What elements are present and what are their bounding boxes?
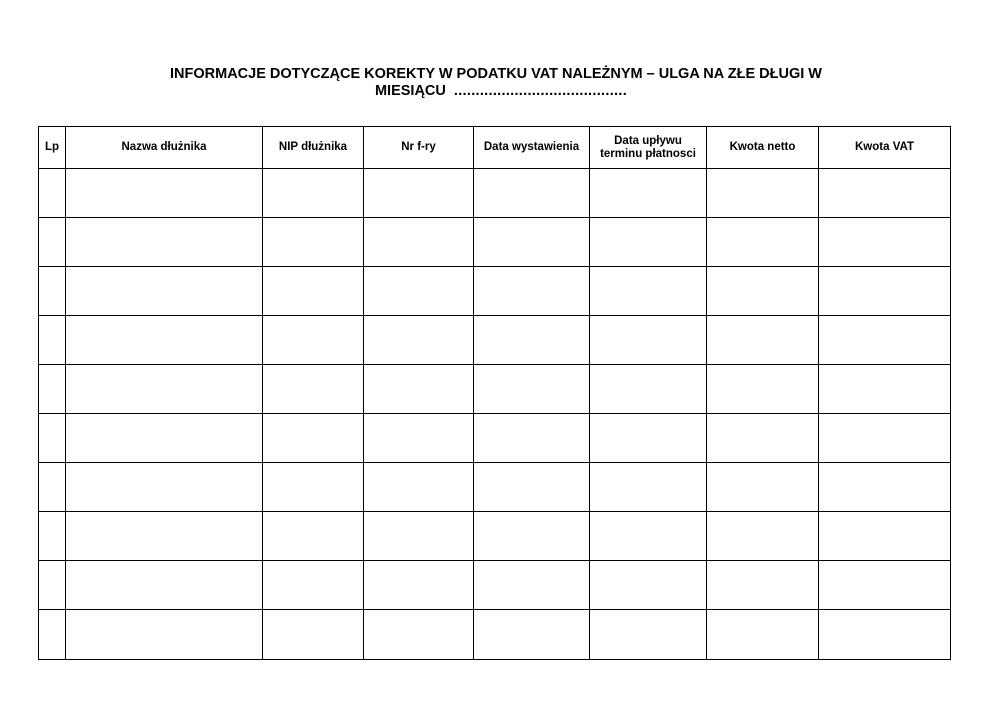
title-line-2 <box>5 83 992 100</box>
table-cell-net-amount[interactable] <box>707 610 819 660</box>
column-header-invoice-number: Nr f-ry <box>364 127 474 169</box>
column-header-debtor-name: Nazwa dłużnika <box>66 127 263 169</box>
table-cell-debtor-name[interactable] <box>66 463 263 512</box>
table-cell-invoice-number[interactable] <box>364 463 474 512</box>
table-cell-issue-date[interactable] <box>474 561 590 610</box>
table-cell-issue-date[interactable] <box>474 218 590 267</box>
table-cell-debtor-nip[interactable] <box>263 610 364 660</box>
table-cell-vat-amount[interactable] <box>819 463 951 512</box>
table-cell-invoice-number[interactable] <box>364 169 474 218</box>
table-row <box>39 365 951 414</box>
table-cell-issue-date[interactable] <box>474 365 590 414</box>
table-cell-lp[interactable] <box>39 610 66 660</box>
table-cell-lp[interactable] <box>39 561 66 610</box>
table-cell-net-amount[interactable] <box>707 561 819 610</box>
table-cell-net-amount[interactable] <box>707 463 819 512</box>
table-cell-payment-due-date[interactable] <box>590 267 707 316</box>
table-cell-payment-due-date[interactable] <box>590 561 707 610</box>
table-cell-net-amount[interactable] <box>707 365 819 414</box>
table-cell-net-amount[interactable] <box>707 169 819 218</box>
table-row <box>39 610 951 660</box>
document-title <box>0 66 992 100</box>
table-row <box>39 267 951 316</box>
table-cell-debtor-nip[interactable] <box>263 267 364 316</box>
table-cell-debtor-nip[interactable] <box>263 316 364 365</box>
title-line-1: INFORMACJE DOTYCZĄCE KOREKTY W PODATKU VAT NALEŻNYM – ULGA NA ZŁE DŁUGI W <box>170 66 822 82</box>
table-cell-vat-amount[interactable] <box>819 365 951 414</box>
table-cell-vat-amount[interactable] <box>819 561 951 610</box>
month-fill-in-field: ........................................ <box>453 83 628 99</box>
table-cell-payment-due-date[interactable] <box>590 316 707 365</box>
column-header-net-amount: Kwota netto <box>707 127 819 169</box>
table-cell-debtor-nip[interactable] <box>263 169 364 218</box>
table-cell-invoice-number[interactable] <box>364 218 474 267</box>
table-cell-vat-amount[interactable] <box>819 610 951 660</box>
table-cell-debtor-name[interactable] <box>66 610 263 660</box>
table-cell-debtor-name[interactable] <box>66 512 263 561</box>
correction-table <box>38 126 951 660</box>
table-cell-debtor-name[interactable] <box>66 414 263 463</box>
table-cell-debtor-name[interactable] <box>66 365 263 414</box>
table-cell-payment-due-date[interactable] <box>590 218 707 267</box>
table-row <box>39 512 951 561</box>
table-cell-net-amount[interactable] <box>707 512 819 561</box>
table-row <box>39 561 951 610</box>
column-header-payment-due-date-label: Data upływu terminu płatnosci <box>600 134 696 160</box>
column-header-debtor-nip: NIP dłużnika <box>263 127 364 169</box>
table-cell-debtor-name[interactable] <box>66 267 263 316</box>
table-cell-lp[interactable] <box>39 267 66 316</box>
table-cell-issue-date[interactable] <box>474 512 590 561</box>
table-cell-issue-date[interactable] <box>474 610 590 660</box>
table-cell-invoice-number[interactable] <box>364 316 474 365</box>
table-cell-debtor-name[interactable] <box>66 169 263 218</box>
table-row <box>39 414 951 463</box>
table-cell-payment-due-date[interactable] <box>590 463 707 512</box>
table-cell-invoice-number[interactable] <box>364 512 474 561</box>
table-cell-debtor-nip[interactable] <box>263 365 364 414</box>
table-cell-payment-due-date[interactable] <box>590 365 707 414</box>
table-cell-lp[interactable] <box>39 316 66 365</box>
table-cell-net-amount[interactable] <box>707 414 819 463</box>
table-cell-payment-due-date[interactable] <box>590 610 707 660</box>
table-cell-vat-amount[interactable] <box>819 512 951 561</box>
column-header-vat-amount: Kwota VAT <box>819 127 951 169</box>
table-cell-payment-due-date[interactable] <box>590 169 707 218</box>
table-cell-net-amount[interactable] <box>707 267 819 316</box>
table-cell-debtor-nip[interactable] <box>263 561 364 610</box>
table-cell-invoice-number[interactable] <box>364 414 474 463</box>
table-cell-invoice-number[interactable] <box>364 610 474 660</box>
table-cell-payment-due-date[interactable] <box>590 512 707 561</box>
table-cell-debtor-name[interactable] <box>66 561 263 610</box>
table-cell-issue-date[interactable] <box>474 169 590 218</box>
table-cell-debtor-nip[interactable] <box>263 463 364 512</box>
table-cell-vat-amount[interactable] <box>819 414 951 463</box>
table-cell-issue-date[interactable] <box>474 463 590 512</box>
table-cell-lp[interactable] <box>39 169 66 218</box>
table-cell-issue-date[interactable] <box>474 414 590 463</box>
table-row <box>39 218 951 267</box>
table-cell-debtor-nip[interactable] <box>263 512 364 561</box>
table-cell-payment-due-date[interactable] <box>590 414 707 463</box>
table-cell-vat-amount[interactable] <box>819 169 951 218</box>
table-cell-lp[interactable] <box>39 218 66 267</box>
table-cell-net-amount[interactable] <box>707 218 819 267</box>
table-cell-vat-amount[interactable] <box>819 267 951 316</box>
title-month-label: MIESIĄCU <box>374 83 446 99</box>
table-cell-debtor-name[interactable] <box>66 218 263 267</box>
table-cell-vat-amount[interactable] <box>819 316 951 365</box>
table-cell-debtor-name[interactable] <box>66 316 263 365</box>
column-header-issue-date: Data wystawienia <box>474 127 590 169</box>
table-cell-invoice-number[interactable] <box>364 561 474 610</box>
column-header-payment-due-date <box>590 127 707 169</box>
table-cell-vat-amount[interactable] <box>819 218 951 267</box>
table-cell-lp[interactable] <box>39 512 66 561</box>
table-row <box>39 463 951 512</box>
table-row <box>39 169 951 218</box>
table-row <box>39 316 951 365</box>
table-header-row <box>39 127 951 169</box>
table-cell-lp[interactable] <box>39 365 66 414</box>
table-cell-net-amount[interactable] <box>707 316 819 365</box>
table-cell-invoice-number[interactable] <box>364 267 474 316</box>
column-header-lp: Lp <box>39 127 66 169</box>
table-cell-issue-date[interactable] <box>474 316 590 365</box>
table-cell-lp[interactable] <box>39 414 66 463</box>
table-cell-lp[interactable] <box>39 463 66 512</box>
table-body <box>39 169 951 660</box>
table-cell-issue-date[interactable] <box>474 267 590 316</box>
table-cell-debtor-nip[interactable] <box>263 414 364 463</box>
table-cell-debtor-nip[interactable] <box>263 218 364 267</box>
table-cell-invoice-number[interactable] <box>364 365 474 414</box>
